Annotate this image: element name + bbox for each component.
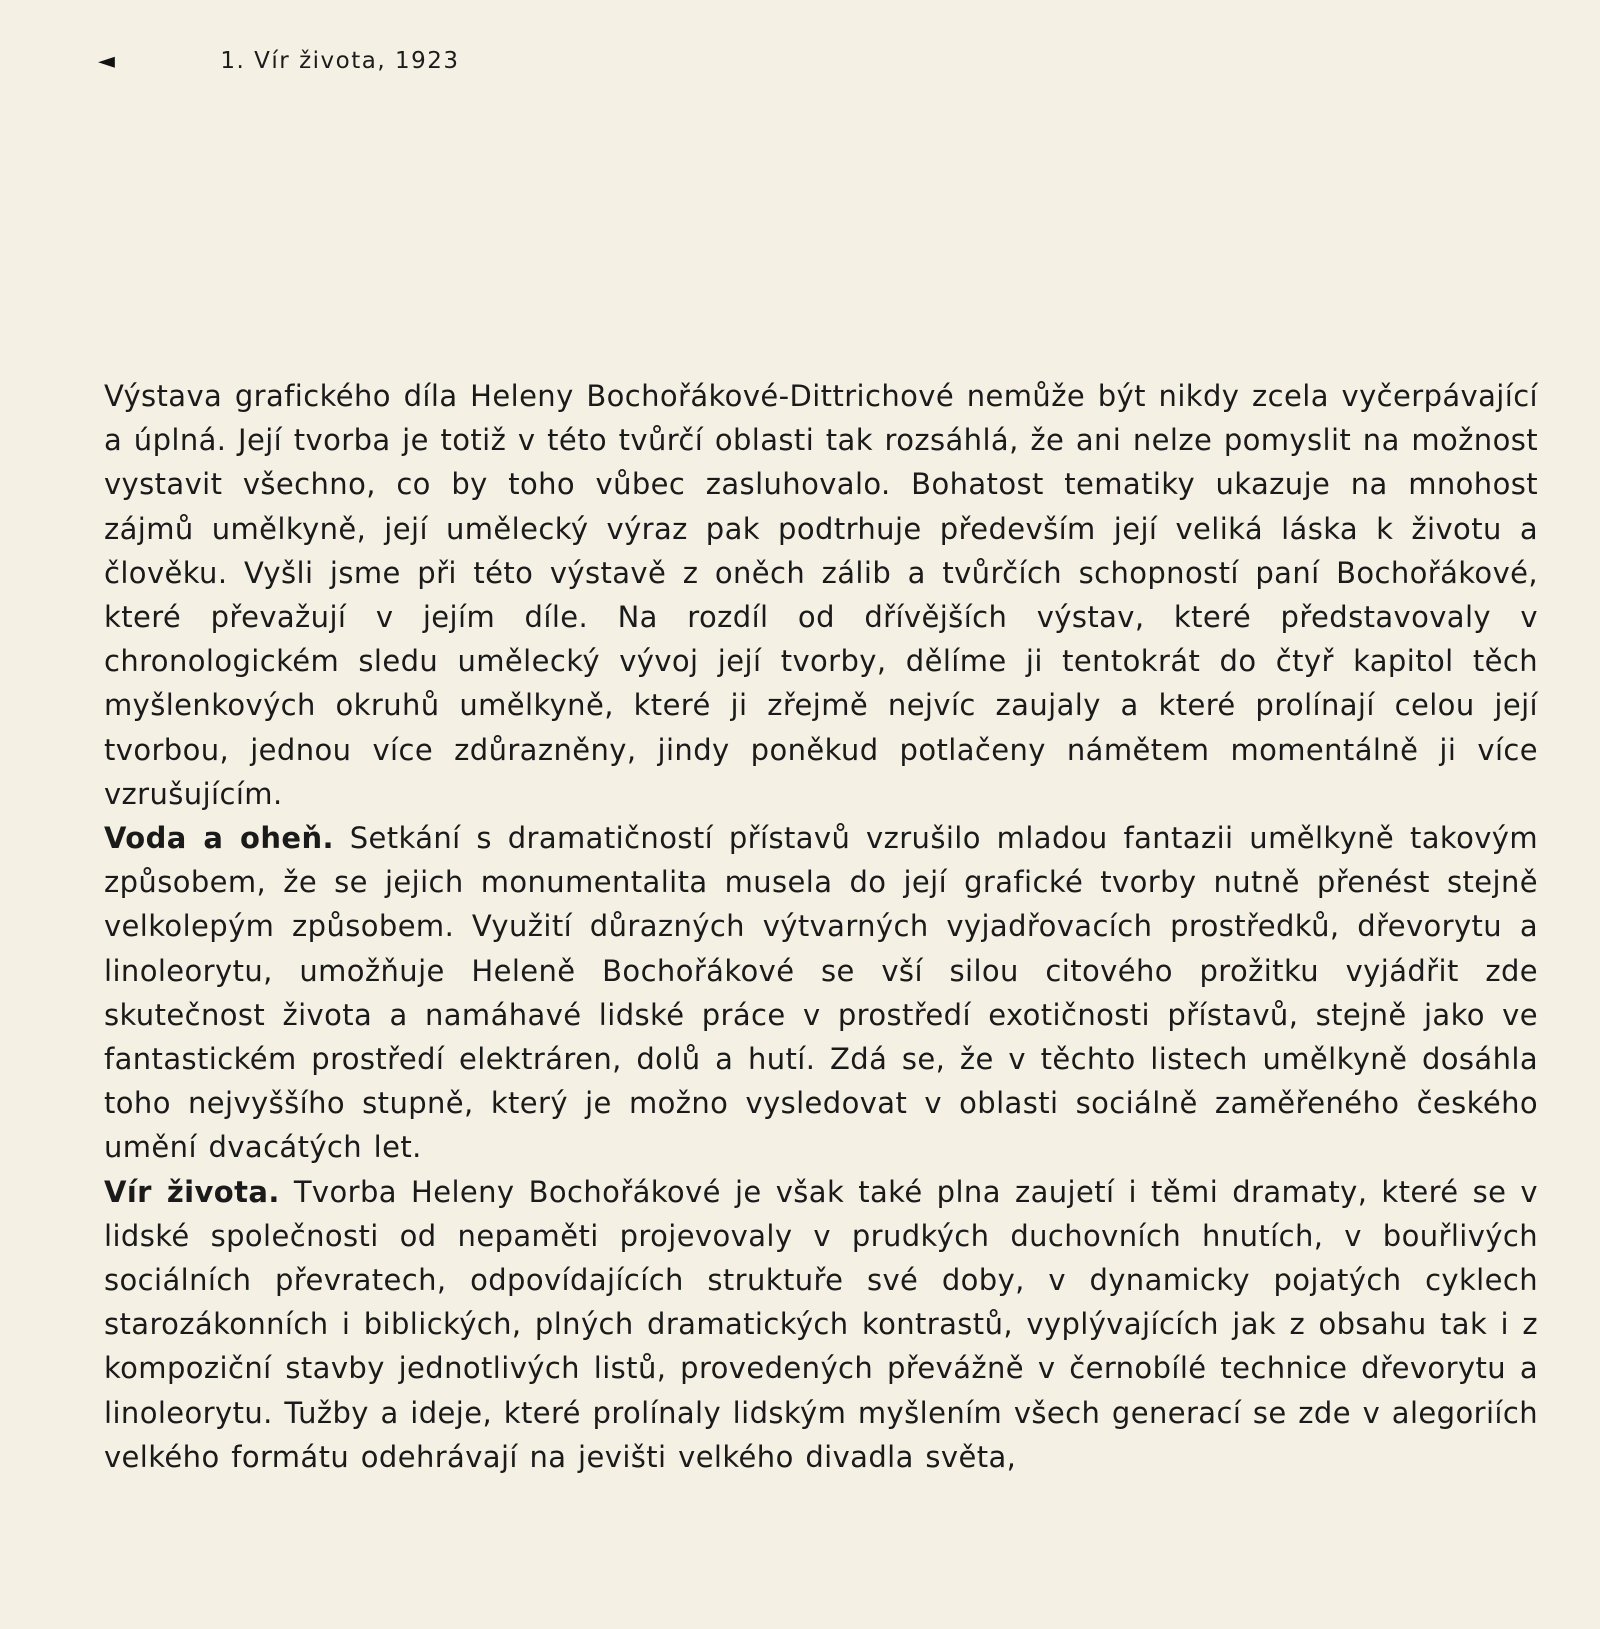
article-body [104, 374, 1538, 1479]
water-fire-text: Setkání s dramatičností přístavů vzrušilo mladou fantazii umělkyně takovým způsobem, že se jejich monumentalita musela do její grafické tvorby nutně přenést stejně velkolepým způsobem. Využití důrazných výtvarných vyjadřovacích prostředků, dřevorytu a linoleorytu, umožňuje Heleně Bochořákové se vší silou citového prožitku vyjádřit zde skutečnost života a namáhavé lidské práce v prostředí exotičnosti přístavů, stejně jako ve fantastickém prostředí elektráren, dolů a hutí. Zdá se, že v těchto listech umělkyně dosáhla toho nejvyššího stupně, který je možno vysledovat v oblasti sociálně zaměřeného českého umění dvacátých let. [104, 821, 1538, 1165]
intro-paragraph [104, 374, 1538, 816]
intro-text: Výstava grafického díla Heleny Bochořákové-Dittrichové nemůže být nikdy zcela vyčerpávající a úplná. Její tvorba je totiž v této tvůrčí oblasti tak rozsáhlá, že ani nelze pomyslit na možnost vystavit všechno, co by toho vůbec zasluhovalo. Bohatost tematiky ukazuje na mnohost zájmů umělkyně, její umělecký výraz pak podtrhuje především její veliká láska k životu a člověku. Vyšli jsme při této výstavě z oněch zálib a tvůrčích schopností paní Bochořákové, které převažují v jejím díle. Na rozdíl od dřívějších výstav, které představovaly v chronologickém sledu umělecký vývoj její tvorby, dělíme ji tentokrát do čtyř kapitol těch myšlenkových okruhů umělkyně, které ji zřejmě nejvíc zaujaly a které prolínají celou její tvorbou, jednou více zdůrazněny, jindy poněkud potlačeny námětem momentálně ji více vzrušujícím. [104, 379, 1538, 811]
vortex-text: Tvorba Heleny Bochořákové je však také plna zaujetí i těmi dramaty, které se v lidské společnosti od nepaměti projevovaly v prudkých duchovních hnutích, v bouřlivých sociálních převratech, odpovídajících struktuře své doby, v dynamicky pojatých cyklech starozákonních i biblických, plných dramatických kontrastů, vyplývajících jak z obsahu tak i z kompoziční stavby jednotlivých listů, provedených převážně v černobílé technice dřevorytu a linoleorytu. Tužby a ideje, které prolínaly lidským myšlením všech generací se zde v alegoriích velkého formátu odehrávají na jevišti velkého divadla světa, [104, 1174, 1538, 1474]
water-fire-paragraph [104, 816, 1538, 1170]
left-arrow-icon: ◄ [98, 48, 117, 74]
vortex-paragraph [104, 1170, 1538, 1479]
vortex-heading: Vír života. [104, 1174, 280, 1209]
figure-caption [98, 48, 459, 74]
water-fire-heading: Voda a oheň. [104, 821, 334, 856]
caption-text: 1. Vír života, 1923 [220, 48, 460, 74]
